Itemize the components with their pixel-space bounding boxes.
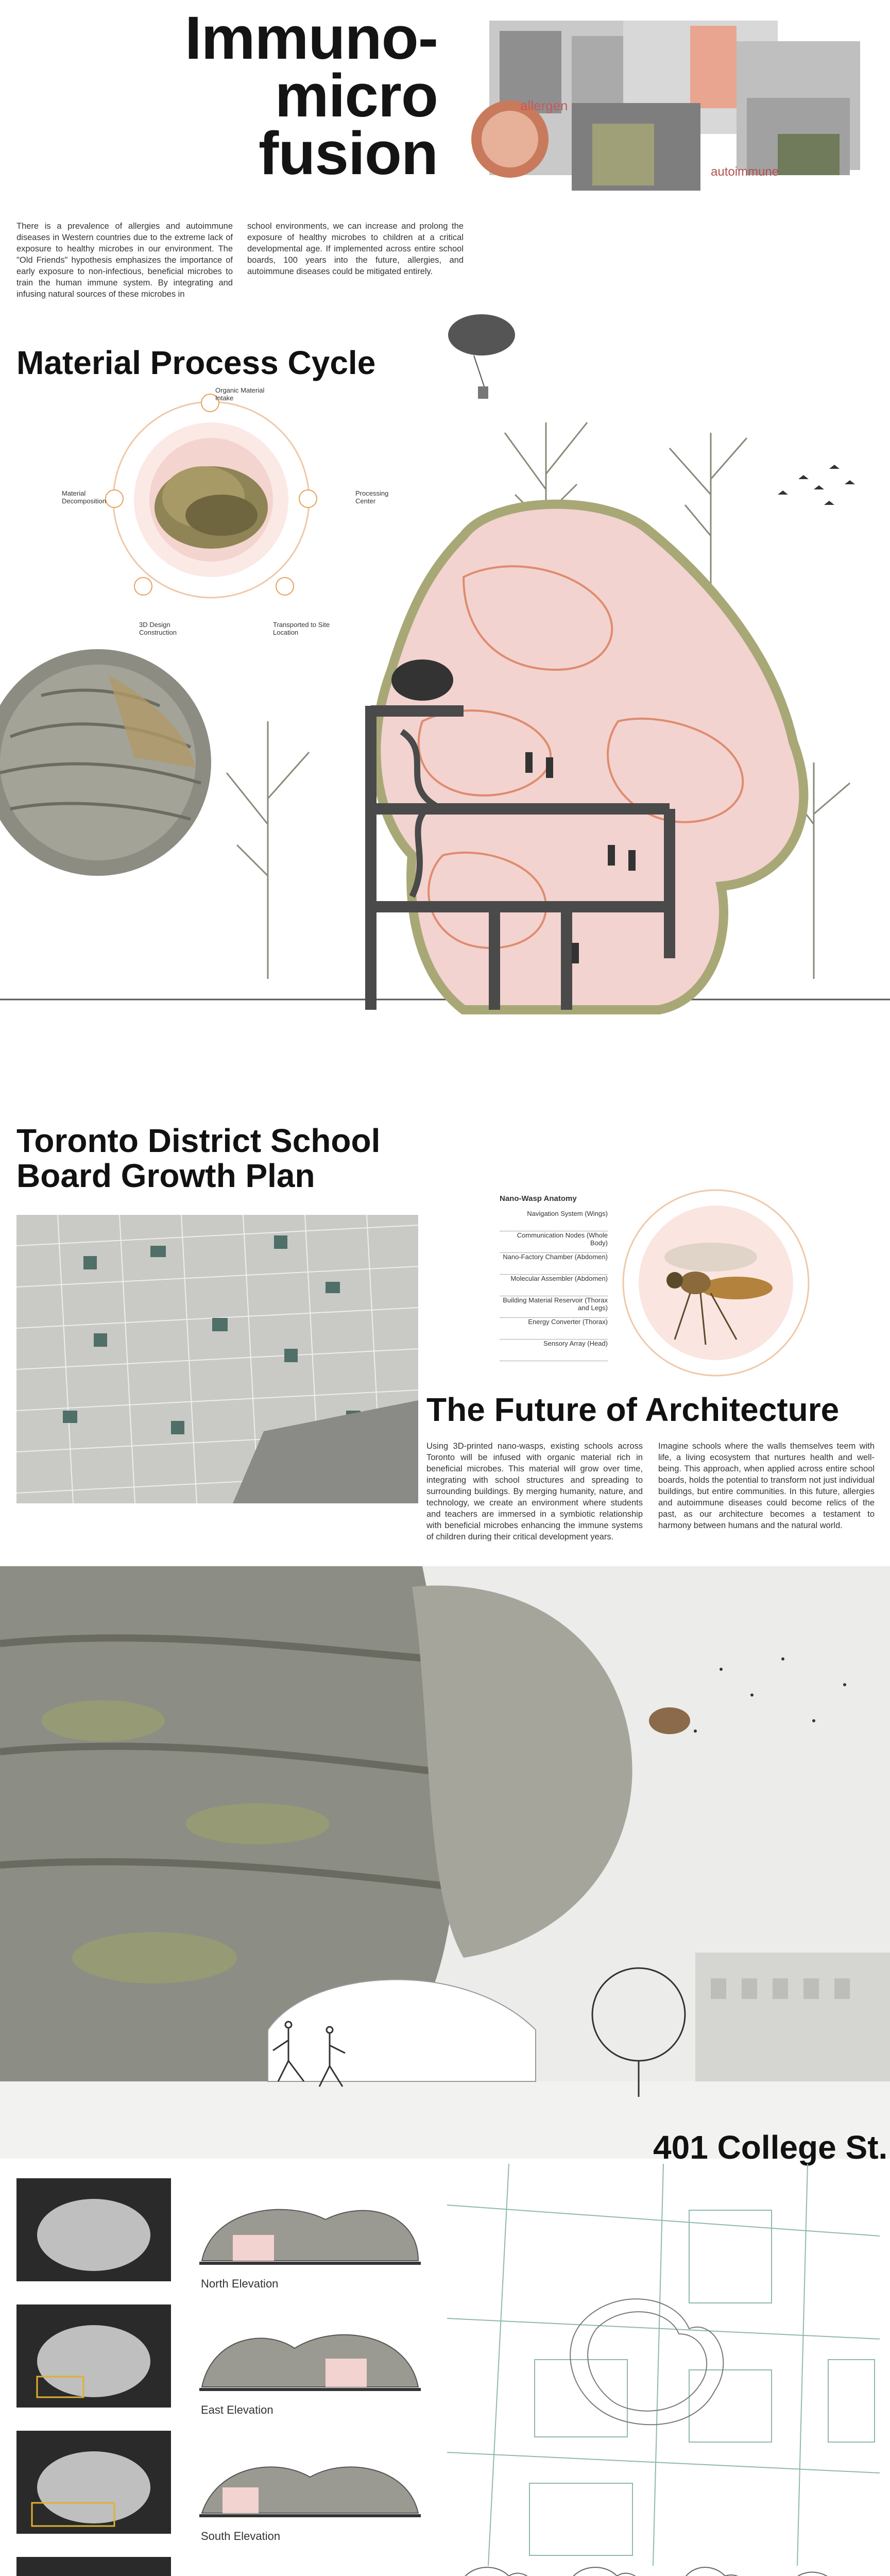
wasp-part-6: Energy Converter (Thorax) (500, 1318, 608, 1340)
intro-col-1: There is a prevalence of allergies and autoimmune diseases in Western countries due to the extreme lack of exposure to healthy microbes in our environment. The "Old Friends" hypothesis emphasizes the importance of early exposure to non-infectious, beneficial microbes to train the human immune system. By integrating and infusing natural sources of these microbes in (16, 222, 233, 299)
wasp-part-3: Nano-Factory Chamber (Abdomen) (500, 1253, 608, 1275)
render-scene (0, 1566, 890, 2159)
title-line-1: Immuno- (184, 4, 438, 72)
future-col-2: Imagine schools where the walls themselves teem with life, a living ecosystem that nurtures health and well-being. This approach, when applied across entire school boards, holds the potential to transform not just individual buildings, but entire communities. In this future, allergies and autoimmune diseases could become relics of the past, as our architecture becomes a testament to harmony between humans and the natural world. (658, 1442, 875, 1530)
title-line-2: micro (275, 62, 438, 130)
cycle-processing-label: Processing Center (355, 489, 389, 505)
cycle-decomposition-label: Material Decomposition (62, 489, 106, 505)
nano-wasp-illustration (618, 1185, 814, 1381)
wasp-part-7: Sensory Array (Head) (500, 1340, 608, 1361)
site-plan (447, 2164, 880, 2566)
nano-wasp-heading: Nano-Wasp Anatomy (500, 1194, 577, 1203)
collage (469, 21, 870, 196)
toronto-heading (16, 1123, 380, 1193)
wasp-part-2: Communication Nodes (Whole Body) (500, 1231, 608, 1253)
wasp-part-4: Molecular Assembler (Abdomen) (500, 1275, 608, 1296)
toronto-heading-line-2: Board Growth Plan (16, 1157, 315, 1194)
intro-col-2: school environments, we can increase and prolong the exposure of healthy microbes to children at a critical developmental age. If implemented across entire school boards, 100 years into the future, allergies, and autoimmune diseases could be mitigated entirely. (247, 222, 464, 276)
toronto-map (16, 1215, 418, 1503)
elevations-panel (16, 2178, 423, 2576)
wasp-part-1: Navigation System (Wings) (500, 1210, 608, 1231)
nano-wasp-parts-list (500, 1210, 608, 1361)
level-outlines (447, 2555, 880, 2576)
cycle-intake-label: Organic Material Intake (215, 386, 265, 402)
cycle-construction-label: 3D Design Construction (139, 621, 177, 636)
north-elevation-label: North Elevation (201, 2277, 279, 2290)
title-line-3: fusion (259, 120, 438, 188)
cycle-transport-label: Transported to Site Location (273, 621, 330, 636)
future-heading: The Future of Architecture (426, 1391, 840, 1428)
wasp-nest-image (0, 644, 216, 881)
site-heading: 401 College St. (653, 2129, 888, 2166)
east-elevation-label: East Elevation (201, 2403, 273, 2416)
future-col-1: Using 3D-printed nano-wasps, existing schools across Toronto will be infused with organic material rich in beneficial microbes. This material will grow over time, integrating with school structures and spreading to surrounding buildings. By merging humanity, nature, and technology, we create an environment where students and teachers are immersed in a symbiotic relationship with beneficial microbes enhancing the immune systems of children during their critical development years. (426, 1442, 643, 1541)
wasp-part-5: Building Material Reservoir (Thorax and Legs) (500, 1296, 608, 1318)
autoimmune-tag: autoimmune (711, 165, 779, 179)
toronto-heading-line-1: Toronto District School (16, 1122, 381, 1159)
material-cycle-heading: Material Process Cycle (16, 344, 376, 381)
allergen-tag: allergen (520, 98, 568, 113)
title-block (77, 4, 438, 188)
south-elevation-label: South Elevation (201, 2530, 281, 2543)
